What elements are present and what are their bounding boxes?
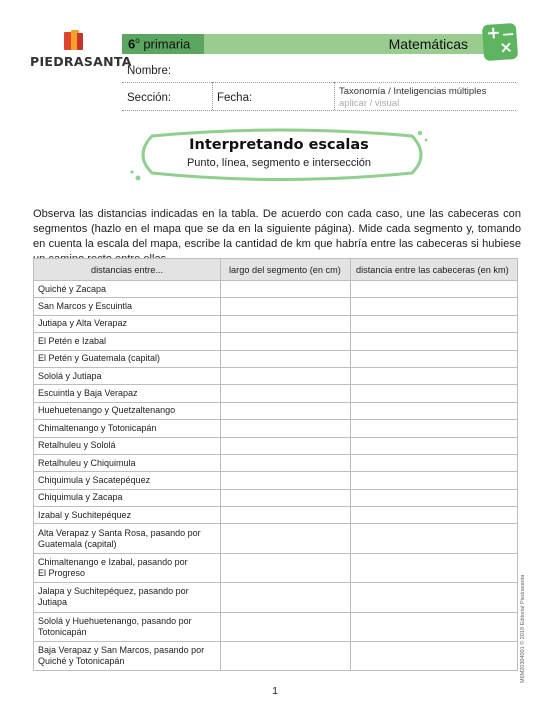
column-header-segment: largo del segmento (en cm)	[221, 259, 351, 281]
table-row: Jutiapa y Alta Verapaz	[34, 315, 518, 332]
page-title: Interpretando escalas	[189, 137, 369, 153]
segment-cell[interactable]	[221, 315, 351, 332]
grade-box	[122, 34, 204, 54]
segment-cell[interactable]	[221, 472, 351, 489]
table-row: Chimaltenango y Totonicapán	[34, 420, 518, 437]
subject-label: Matemáticas	[388, 36, 468, 52]
km-cell[interactable]	[351, 350, 518, 367]
table-row: Chimaltenango e Izabal, pasando por El Progreso	[34, 553, 518, 582]
km-cell[interactable]	[351, 583, 518, 612]
km-cell[interactable]	[351, 454, 518, 471]
km-cell[interactable]	[351, 333, 518, 350]
logo-text: PIEDRASANTA	[30, 54, 132, 69]
publisher-logo	[30, 30, 132, 70]
table-row: Chiquimula y Sacatepéquez	[34, 472, 518, 489]
segment-cell[interactable]	[221, 642, 351, 671]
table-row: San Marcos y Escuintla	[34, 298, 518, 315]
segment-cell[interactable]	[221, 420, 351, 437]
table-row: Quiché y Zacapa	[34, 281, 518, 298]
segment-cell[interactable]	[221, 385, 351, 402]
segment-cell[interactable]	[221, 612, 351, 641]
table-row: Chiquimula y Zacapa	[34, 489, 518, 506]
km-cell[interactable]	[351, 281, 518, 298]
segment-cell[interactable]	[221, 454, 351, 471]
segment-cell[interactable]	[221, 437, 351, 454]
name-field[interactable]	[122, 82, 516, 83]
book-logo-icon	[64, 30, 84, 52]
segment-cell[interactable]	[221, 524, 351, 553]
km-cell[interactable]	[351, 642, 518, 671]
km-cell[interactable]	[351, 402, 518, 419]
segment-cell[interactable]	[221, 298, 351, 315]
km-cell[interactable]	[351, 472, 518, 489]
km-cell[interactable]	[351, 507, 518, 524]
km-cell[interactable]	[351, 315, 518, 332]
section-label: Sección:	[127, 92, 172, 104]
page-number: 1	[272, 685, 278, 697]
km-cell[interactable]	[351, 612, 518, 641]
table-row: Sololá y Jutiapa	[34, 367, 518, 384]
table-row: Jalapa y Suchitepéquez, pasando por Jutiapa	[34, 583, 518, 612]
header-bar	[122, 34, 486, 54]
table-row: Escuintla y Baja Verapaz	[34, 385, 518, 402]
km-cell[interactable]	[351, 385, 518, 402]
table-row: Huehuetenango y Quetzaltenango	[34, 402, 518, 419]
taxonomy-values: aplicar / visual	[339, 98, 400, 109]
table-row: El Petén e Izabal	[34, 333, 518, 350]
km-cell[interactable]	[351, 437, 518, 454]
grade-label: 6$^o$ primaria	[128, 36, 191, 52]
km-cell[interactable]	[351, 420, 518, 437]
segment-cell[interactable]	[221, 583, 351, 612]
segment-cell[interactable]	[221, 281, 351, 298]
segment-cell[interactable]	[221, 367, 351, 384]
segment-cell[interactable]	[221, 350, 351, 367]
segment-cell[interactable]	[221, 507, 351, 524]
segment-cell[interactable]	[221, 333, 351, 350]
copyright-note: M6M20304001 © 2018 Editorial Piedrasanta	[520, 574, 526, 683]
name-label: Nombre:	[127, 65, 172, 77]
km-cell[interactable]	[351, 298, 518, 315]
segment-cell[interactable]	[221, 553, 351, 582]
segment-cell[interactable]	[221, 489, 351, 506]
km-cell[interactable]	[351, 524, 518, 553]
date-label: Fecha:	[217, 92, 253, 104]
instructions: Observa las distancias indicadas en la tabla. De acuerdo con cada caso, une las cabeceras con segmentos (hazlo en el mapa que se da en la siguiente página). Mide cada segmento y, tomando en cuenta la escala del mapa, escribe la cantidad de km que habría entre las cabeceras si hubiese	[33, 208, 521, 250]
column-header-km: distancia entre las cabeceras (en km)	[351, 259, 518, 281]
distances-table	[33, 258, 518, 671]
table-row: Baja Verapaz y San Marcos, pasando por Quiché y Totonicapán	[34, 642, 518, 671]
taxonomy-label: Taxonomía / Inteligencias múltiples	[339, 86, 487, 97]
table-row: El Petén y Guatemala (capital)	[34, 350, 518, 367]
table-row: Izabal y Suchitepéquez	[34, 507, 518, 524]
table-row: Sololá y Huehuetenango, pasando por Totonicapán	[34, 612, 518, 641]
segment-cell[interactable]	[221, 402, 351, 419]
table-row: Retalhuleu y Chiquimula	[34, 454, 518, 471]
km-cell[interactable]	[351, 553, 518, 582]
math-operations-icon: + − ×	[482, 23, 518, 61]
table-row: Retalhuleu y Sololá	[34, 437, 518, 454]
table-row: Alta Verapaz y Santa Rosa, pasando por Guatemala (capital)	[34, 524, 518, 553]
km-cell[interactable]	[351, 489, 518, 506]
section-date-field[interactable]	[122, 110, 516, 111]
column-header-distances: distancias entre...	[34, 259, 221, 281]
km-cell[interactable]	[351, 367, 518, 384]
page-subtitle: Punto, línea, segmento e intersección	[186, 157, 372, 169]
